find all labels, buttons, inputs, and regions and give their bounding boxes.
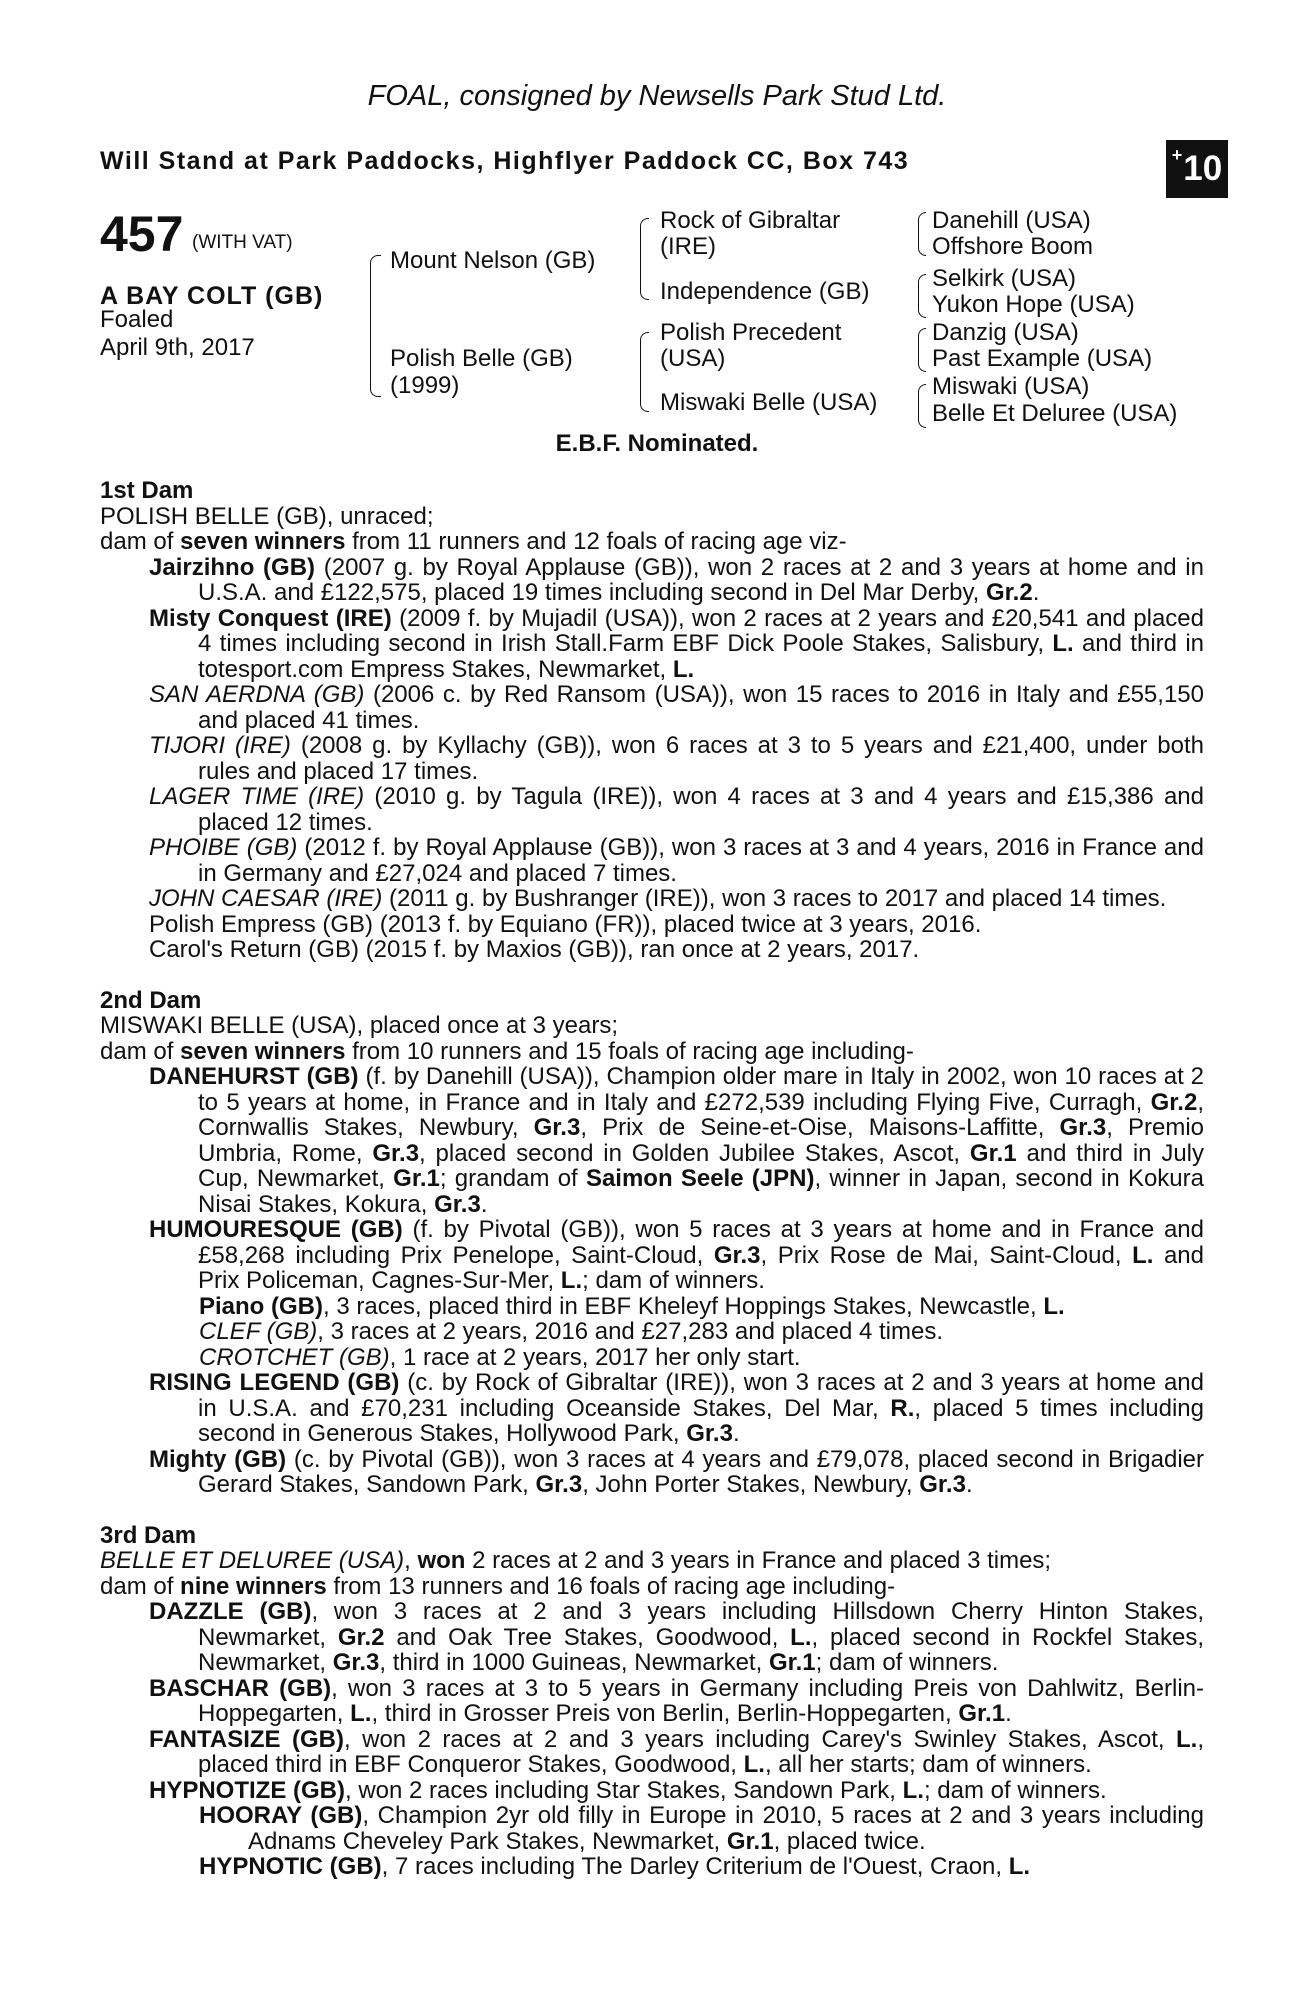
text-run: , winner in Japan, second in Kokura Nisai Stakes, Kokura, [198, 1165, 1204, 1218]
text-run: , placed 5 times including second in Generous Stakes, Hollywood Park, [198, 1394, 1205, 1447]
bold-text: Gr.1 [393, 1165, 440, 1192]
bold-text: Gr.3 [713, 1241, 761, 1269]
lot-number: 457 [100, 206, 184, 262]
text-run: Carol's Return (GB) (2015 f. by Maxios (GB)), ran once at 2 years, 2017. [149, 936, 920, 963]
bold-text: L. [743, 1751, 765, 1778]
pedigree-dam-year: (1999) [390, 372, 460, 399]
text-run: , all her starts; dam of winners. [764, 1751, 1092, 1778]
text-run: (2007 g. by Royal Applause (GB)), won 2 races at 2 and 3 years at home and in U.S.A. and £122,575, placed 19 times including second in Del Mar Derby, [198, 553, 1204, 606]
produce-entry [100, 733, 1204, 784]
pedigree-g2: Offshore Boom [932, 233, 1093, 260]
brace-g2 [918, 274, 926, 318]
consignor-line: FOAL, consigned by Newsells Park Stud Ltd. [367, 80, 947, 112]
bold-text: FANTASIZE (GB) [149, 1725, 344, 1753]
produce-entry [100, 886, 1204, 912]
bold-text: L. [350, 1700, 372, 1727]
text-run: and third in totesport.com Empress Stakes, Newmarket, [198, 630, 1204, 683]
text-run: ; dam of winners. [815, 1649, 999, 1676]
bold-text: BASCHAR (GB) [149, 1674, 332, 1702]
brace-g4 [918, 384, 926, 428]
badge-plus: + [1171, 145, 1183, 165]
bold-text: Gr.1 [969, 1139, 1017, 1167]
text-run: MISWAKI BELLE (USA), placed once at 3 years; [100, 1012, 618, 1039]
foaled-date: April 9th, 2017 [100, 334, 255, 361]
brace-g1 [918, 212, 926, 256]
text-run: . [1032, 579, 1040, 606]
pedigree-dam-sire-country: (USA) [660, 345, 726, 372]
bold-text: DAZZLE (GB) [149, 1598, 312, 1625]
text-run: , third in Grosser Preis von Berlin, Berlin-Hoppegarten, [371, 1700, 959, 1727]
produce-entry [100, 606, 1204, 683]
italic-text: JOHN CAESAR (IRE) [149, 885, 383, 912]
text-run: , placed second in Rockfel Stakes, Newmarket, [198, 1623, 1204, 1676]
text-run: (2010 g. by Tagula (IRE)), won 4 races at 3 and 4 years and £15,386 and placed 12 times. [198, 783, 1205, 836]
produce-entry-grandchild [100, 1854, 1204, 1880]
bold-text: Piano (GB) [199, 1292, 323, 1320]
text-run: dam of [100, 1572, 181, 1600]
italic-text: CROTCHET (GB) [199, 1343, 390, 1371]
text-run: . [480, 1190, 488, 1218]
italic-text: SAN AERDNA (GB) [149, 681, 365, 708]
text-run: (2006 c. by Red Ransom (USA)), won 15 races to 2016 in Italy and £55,150 and placed 41 times. [198, 681, 1204, 734]
pedigree-g8: Belle Et Deluree (USA) [932, 400, 1178, 427]
badge-number: 10 [1183, 149, 1223, 188]
bold-text: Gr.3 [332, 1649, 380, 1676]
bold-text: L. [1043, 1292, 1065, 1320]
text-run: , third in 1000 Guineas, Newmarket, [379, 1649, 769, 1676]
text-run: , placed second in Golden Jubilee Stakes, Ascot, [419, 1139, 970, 1167]
bold-text: Gr.2 [986, 579, 1033, 606]
italic-text: LAGER TIME (IRE) [149, 783, 365, 810]
text-run: , Premio Umbria, Rome, [198, 1114, 1204, 1167]
bold-text: HOORAY (GB) [199, 1802, 363, 1829]
text-run: . [1005, 1700, 1012, 1727]
text-run: POLISH BELLE (GB), unraced; [100, 502, 434, 530]
bold-text: L. [1176, 1725, 1198, 1753]
text-run: 2 races at 2 and 3 years in France and placed 3 times; [465, 1547, 1052, 1574]
text-run: , won 3 races at 2 and 3 years including Hillsdown Cherry Hinton Stakes, Newmarket, [198, 1598, 1204, 1651]
text-run: ; dam of winners. [582, 1267, 765, 1294]
produce-entry [100, 1727, 1204, 1778]
text-run: ; grandam of [439, 1165, 586, 1192]
italic-text: TIJORI (IRE) [149, 732, 291, 759]
text-run: , 3 races, placed third in EBF Kheleyf Hoppings Stakes, Newcastle, [323, 1292, 1044, 1320]
dam-summary-line [100, 1013, 1204, 1039]
pedigree-g5: Danzig (USA) [932, 319, 1079, 346]
produce-entry-grandchild [100, 1319, 1204, 1345]
bold-text: seven winners [180, 1037, 346, 1065]
pedigree-sire-sire: Rock of Gibraltar [660, 207, 841, 234]
dam-summary-line [100, 504, 1204, 530]
produce-entry [100, 1676, 1204, 1727]
produce-entry [100, 1064, 1204, 1217]
bold-text: HYPNOTIZE (GB) [149, 1776, 345, 1804]
bold-text: seven winners [180, 528, 346, 555]
text-run: , placed third in EBF Conqueror Stakes, Goodwood, [198, 1725, 1204, 1778]
lot-title: A BAY COLT (GB) [100, 282, 324, 310]
lot-badge [1166, 140, 1228, 198]
text-run: , Prix de Seine-et-Oise, Maisons-Laffitte, [580, 1114, 1060, 1141]
bold-text: Saimon Seele (JPN) [585, 1165, 815, 1192]
bold-text: Gr.1 [726, 1827, 774, 1855]
text-run: , won 2 races including Star Stakes, Sandown Park, [345, 1776, 903, 1804]
text-run: , 7 races including The Darley Criterium de l'Ouest, Craon, [381, 1853, 1009, 1880]
bold-text: L. [1008, 1853, 1031, 1880]
brace-sire-parents [640, 218, 649, 300]
bold-text: HUMOURESQUE (GB) [149, 1216, 403, 1243]
text-run: dam of [100, 1037, 181, 1065]
produce-entry [100, 912, 1204, 938]
pedigree-dam: Polish Belle (GB) [390, 345, 573, 372]
bold-text: Misty Conquest (IRE) [149, 604, 392, 632]
italic-text: BELLE ET DELUREE (USA) [100, 1547, 405, 1574]
produce-entry [100, 835, 1204, 886]
text-run: from 11 runners and 12 foals of racing age viz- [345, 528, 847, 555]
text-run: and Oak Tree Stakes, Goodwood, [384, 1623, 791, 1651]
bold-text: Gr.3 [434, 1190, 481, 1218]
italic-text: CLEF (GB) [199, 1318, 318, 1345]
bold-text: L. [1132, 1241, 1154, 1269]
foaled-label: Foaled [100, 306, 174, 333]
bold-text: Gr.1 [958, 1700, 1006, 1727]
bold-text: L. [790, 1623, 812, 1651]
text-run: . [965, 1471, 973, 1498]
bold-text: Gr.3 [919, 1471, 966, 1498]
pedigree-dam-sire: Polish Precedent [660, 319, 842, 346]
bold-text: R. [890, 1394, 915, 1422]
bold-text: Mighty (GB) [149, 1445, 287, 1473]
pedigree-g6: Past Example (USA) [932, 345, 1153, 372]
bold-text: Gr.3 [1059, 1114, 1107, 1141]
text-run: (f. by Danehill (USA)), Champion older mare in Italy in 2002, won 10 races at 2 to 5 years at home, in France and in Italy and £272,539 including Flying Five, Curragh, [198, 1063, 1204, 1116]
vat-note: (WITH VAT) [192, 232, 293, 253]
pedigree-g4: Yukon Hope (USA) [932, 291, 1135, 318]
text-run: and third in July Cup, Newmarket, [198, 1139, 1204, 1192]
brace-parents [370, 255, 381, 397]
text-run: (2011 g. by Bushranger (IRE)), won 3 races to 2017 and placed 14 times. [382, 885, 1167, 912]
text-run: . [732, 1420, 740, 1447]
bold-text: nine winners [180, 1572, 327, 1600]
text-run: , John Porter Stakes, Newbury, [582, 1471, 920, 1498]
text-run: (2008 g. by Kyllachy (GB)), won 6 races at 3 to 5 years and £21,400, under both rules and placed 17 times. [198, 732, 1205, 785]
bold-text: Gr.2 [1150, 1088, 1198, 1116]
bold-text: L. [1052, 630, 1074, 657]
text-run: , won 2 races at 2 and 3 years including Carey's Swinley Stakes, Ascot, [344, 1725, 1176, 1753]
text-run: , Champion 2yr old filly in Europe in 2010, 5 races at 2 and 3 years including Adnams Cheveley Park Stakes, Newmarket, [248, 1802, 1204, 1855]
bold-text: Gr.3 [372, 1139, 420, 1167]
text-run: , 1 race at 2 years, 2017 her only start. [389, 1343, 801, 1371]
text-run: , [404, 1547, 418, 1574]
dam-summary-line [100, 1039, 1204, 1065]
pedigree-sire-sire-country: (IRE) [660, 233, 716, 260]
bold-text: Gr.3 [533, 1114, 581, 1141]
text-run: ; dam of winners. [923, 1776, 1107, 1804]
text-run: , won 3 races at 3 to 5 years in Germany including Preis von Dahlwitz, Berlin-Hoppegarten, [198, 1674, 1205, 1727]
produce-entry [100, 937, 1204, 963]
text-run: (2012 f. by Royal Applause (GB)), won 3 races at 3 and 4 years, 2016 in France and in Germany and £27,024 and placed 7 times. [198, 834, 1204, 887]
section-heading: 1st Dam [100, 477, 194, 504]
brace-g3 [918, 328, 926, 372]
bold-text: DANEHURST (GB) [149, 1063, 359, 1090]
bold-text: HYPNOTIC (GB) [199, 1853, 382, 1880]
text-run: , Prix Rose de Mai, Saint-Cloud, [760, 1241, 1133, 1269]
produce-entry [100, 1447, 1204, 1498]
produce-entry [100, 1778, 1204, 1804]
brace-dam-parents [640, 332, 649, 412]
section-heading: 3rd Dam [100, 1521, 197, 1549]
italic-text: PHOIBE (GB) [149, 834, 298, 861]
pedigree-sire-dam: Independence (GB) [660, 278, 870, 305]
pedigree-g1: Danehill (USA) [932, 207, 1091, 234]
produce-entry [100, 555, 1204, 606]
bold-text: L. [560, 1267, 583, 1294]
dam-summary-line [100, 1548, 1204, 1574]
text-run: (c. by Pivotal (GB)), won 3 races at 4 years and £79,078, placed second in Brigadier Gerard Stakes, Sandown Park, [198, 1445, 1205, 1498]
text-run: , Cornwallis Stakes, Newbury, [198, 1088, 1204, 1141]
bold-text: Gr.1 [768, 1649, 816, 1676]
bold-text: L. [902, 1776, 924, 1804]
section-heading: 2nd Dam [100, 986, 202, 1014]
bold-text: Jairzihno (GB) [149, 553, 316, 581]
text-run: from 13 runners and 16 foals of racing age including- [326, 1572, 896, 1600]
produce-entry-grandchild [100, 1345, 1204, 1371]
section-gap [100, 963, 1204, 988]
pedigree-g3: Selkirk (USA) [932, 265, 1077, 292]
text-run: , placed twice. [773, 1827, 926, 1855]
produce-entry-grandchild [100, 1803, 1204, 1854]
produce-entry [100, 1599, 1204, 1676]
bold-text: won [417, 1547, 466, 1574]
pedigree-sire: Mount Nelson (GB) [390, 247, 596, 274]
text-run: , 3 races at 2 years, 2016 and £27,283 and placed 4 times. [317, 1318, 943, 1345]
bold-text: Gr.3 [535, 1471, 583, 1498]
ebf-nominated: E.B.F. Nominated. [555, 430, 759, 457]
dam-summary-line [100, 529, 1204, 555]
text-run: and Prix Policeman, Cagnes-Sur-Mer, [198, 1241, 1204, 1294]
bold-text: L. [672, 655, 695, 683]
text-run: (c. by Rock of Gibraltar (IRE)), won 3 races at 2 and 3 years at home and in U.S.A. and £70,231 including Oceanside Stakes, Del Mar, [198, 1369, 1204, 1422]
bold-text: Gr.2 [337, 1623, 385, 1651]
text-run: (f. by Pivotal (GB)), won 5 races at 3 years at home and in France and £58,268 including Prix Penelope, Saint-Cloud, [198, 1216, 1205, 1269]
dam-sections [100, 478, 1204, 1880]
pedigree-dam-dam: Miswaki Belle (USA) [660, 389, 878, 416]
produce-entry-grandchild [100, 1294, 1204, 1320]
produce-entry [100, 784, 1204, 835]
text-run: dam of [100, 528, 181, 555]
produce-entry [100, 682, 1204, 733]
text-run: Polish Empress (GB) (2013 f. by Equiano (FR)), placed twice at 3 years, 2016. [149, 910, 982, 938]
dam-summary-line [100, 1574, 1204, 1600]
produce-entry [100, 1217, 1204, 1294]
pedigree-g7: Miswaki (USA) [932, 373, 1090, 400]
bold-text: Gr.3 [686, 1420, 733, 1447]
location-line: Will Stand at Park Paddocks, Highflyer Paddock CC, Box 743 [100, 147, 910, 175]
section-gap [100, 1498, 1204, 1523]
text-run: (2009 f. by Mujadil (USA)), won 2 races at 2 years and £20,541 and placed 4 times including second in Irish Stall.Farm EBF Dick Poole Stakes, Salisbury, [198, 604, 1204, 657]
produce-entry [100, 1370, 1204, 1447]
bold-text: RISING LEGEND (GB) [149, 1369, 400, 1396]
text-run: from 10 runners and 15 foals of racing age including- [345, 1037, 914, 1065]
